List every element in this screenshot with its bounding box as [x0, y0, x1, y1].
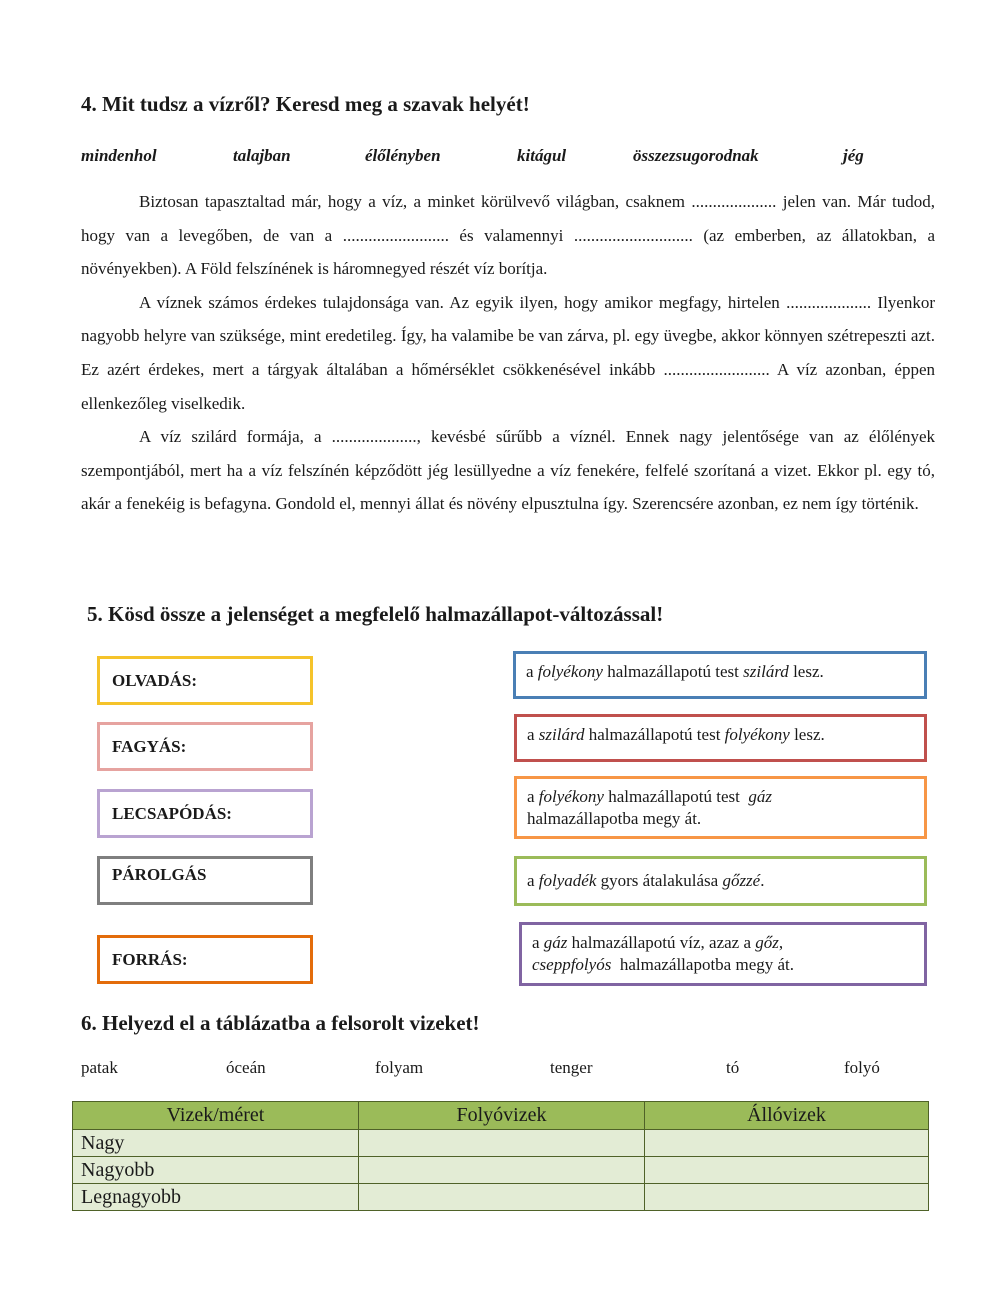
water-word[interactable]: óceán: [226, 1058, 266, 1077]
water-word[interactable]: tó: [726, 1058, 740, 1077]
table-row: [73, 1184, 929, 1211]
word-bank-item[interactable]: mindenhol: [81, 146, 157, 165]
drop-cell[interactable]: [359, 1130, 645, 1157]
table-header: Folyóvizek: [359, 1102, 645, 1130]
left-box-forras[interactable]: [97, 935, 313, 984]
left-box-label: LECSAPÓDÁS:: [112, 803, 232, 823]
right-box-3[interactable]: a folyékony halmazállapotú test gáz halmazállapotba megy át.: [514, 776, 927, 839]
row-label: Nagy: [73, 1130, 359, 1157]
right-box-1[interactable]: a folyékony halmazállapotú test szilárd lesz.: [513, 651, 927, 699]
left-box-olvadas[interactable]: [97, 656, 313, 705]
task4-title: 4. Mit tudsz a vízről? Keresd meg a szavak helyét!: [81, 92, 530, 116]
row-label: Nagyobb: [73, 1157, 359, 1184]
water-word[interactable]: folyam: [375, 1058, 424, 1077]
table-header-row: [73, 1102, 929, 1130]
drop-cell[interactable]: [645, 1184, 929, 1211]
left-box-label: FAGYÁS:: [112, 736, 187, 756]
row-label: Legnagyobb: [73, 1184, 359, 1211]
word-bank-item[interactable]: összezsugorodnak: [633, 146, 759, 165]
left-box-label: PÁROLGÁS: [112, 865, 207, 884]
task4-paragraph-2: A víznek számos érdekes tulajdonsága van. Az egyik ilyen, hogy amikor megfagy, hirtelen .................... Ilyenkor nagyobb helyre van szüksége, mint eredetileg. Így, ha valamibe be van zárva, pl. egy üvegbe, akkor könnyen szétrepeszti azt. Ez azért érdekes, mert a tárgyak általában a hőmérséklet csökkenésével inkább ......................... A víz azonban, éppen ellenkezőleg viselkedik.: [81, 292, 935, 413]
water-word[interactable]: tenger: [550, 1058, 593, 1077]
left-box-label: OLVADÁS:: [112, 670, 198, 690]
water-word[interactable]: patak: [81, 1058, 118, 1077]
left-box-parolgas[interactable]: [97, 856, 313, 905]
task6-title: 6. Helyezd el a táblázatba a felsorolt vizeket!: [81, 1011, 480, 1035]
task4-text: [81, 185, 935, 521]
table-header: Vizek/méret: [73, 1102, 359, 1130]
right-box-2[interactable]: a szilárd halmazállapotú test folyékony lesz.: [514, 714, 927, 762]
water-word[interactable]: folyó: [844, 1058, 880, 1077]
right-box-4[interactable]: a folyadék gyors átalakulása gőzzé.: [514, 856, 927, 906]
table-header: Állóvizek: [645, 1102, 929, 1130]
left-box-label: FORRÁS:: [112, 949, 188, 969]
water-table: [72, 1101, 929, 1211]
drop-cell[interactable]: [359, 1184, 645, 1211]
drop-cell[interactable]: [645, 1157, 929, 1184]
table-row: [73, 1130, 929, 1157]
right-box-5[interactable]: a gáz halmazállapotú víz, azaz a gőz, cseppfolyós halmazállapotba megy át.: [519, 922, 927, 986]
task5-title: 5. Kösd össze a jelenséget a megfelelő halmazállapot-változással!: [87, 602, 664, 626]
table-row: [73, 1157, 929, 1184]
word-bank-item[interactable]: élőlényben: [365, 146, 441, 165]
drop-cell[interactable]: [359, 1157, 645, 1184]
word-bank-item[interactable]: jég: [843, 146, 864, 165]
left-box-fagyas[interactable]: [97, 722, 313, 771]
word-bank-item[interactable]: kitágul: [517, 146, 567, 165]
left-box-lecsapodas[interactable]: [97, 789, 313, 838]
task4-paragraph-1: Biztosan tapasztaltad már, hogy a víz, a minket körülvevő világban, csaknem .................... jelen van. Már tudod, hogy van a levegőben, de van a ......................... és valamennyi ............................ (az emberben, az állatokban, a növényekben). A Föld felszínének is háromnegyed részét víz borítja.: [81, 192, 935, 279]
drop-cell[interactable]: [645, 1130, 929, 1157]
task4-paragraph-3: A víz szilárd formája, a ...................., kevésbé sűrűbb a víznél. Ennek nagy jelentősége van az élőlények szempontjából, mert ha a víz felszínén képződött jég lesüllyedne a víz fenekére, felfelé szorítaná a vizet. Ekkor pl. egy tó, akár a fenekéig is befagyna. Gondold el, mennyi állat és növény elpusztulna így. Szerencsére azonban, ez nem így történik.: [81, 427, 935, 514]
word-bank-item[interactable]: talajban: [233, 146, 291, 165]
